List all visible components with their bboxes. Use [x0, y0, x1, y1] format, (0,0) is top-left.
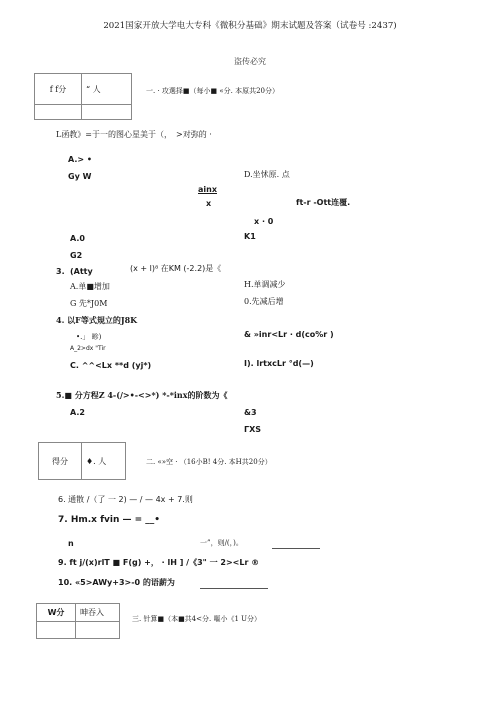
q3-option-h: H.单调减少: [244, 280, 286, 289]
q5-stem: 5.■ 分方程Z 4-(/>•-<>*) *-*inx的阶数为《: [56, 390, 228, 400]
section1-heading: 一. · 攻選择■（每小■ «分. 本原共20分）: [146, 87, 279, 95]
document-subtitle: 盗传必究: [234, 57, 266, 66]
q5-option-a2: A.2: [70, 408, 85, 417]
q5-option-and3: &3: [244, 408, 257, 417]
score-cell-score: 得分: [39, 443, 82, 480]
q4-option-c: C. ^^<Lx **d (yj*): [70, 361, 152, 370]
q8-answer-blank[interactable]: [272, 548, 320, 549]
q6-text: 6. 通散 /（了 一 2) — / — 4x + 7.则: [58, 495, 193, 504]
q4-fragment-2: A_2>dx "Tir: [70, 345, 106, 352]
q4-option-i: I). lrtxcLr °d(—): [244, 359, 314, 368]
score-cell-grader: ♦. 人: [82, 443, 126, 480]
q1-fraction-denominator: x: [206, 199, 212, 208]
q8-n: n: [68, 539, 74, 548]
q1-option-g2: G2: [70, 251, 83, 260]
q3-option-g: G 先*J0M: [70, 299, 108, 308]
q8-text: 一”，则/(，)。: [200, 539, 243, 547]
q3-number: 3.: [56, 267, 65, 276]
q1-option-d: D.坐怵原. 点: [244, 170, 290, 179]
section2-heading: 二. «»空 · （16小B! 4分. 本H共20分）: [146, 458, 272, 466]
q4-fragment-1: •.」 畛): [76, 333, 102, 341]
section3-heading: 三. 针算■（本■共4<分. 嘔小《1 U分）: [132, 615, 262, 623]
section3-score-box: [36, 603, 120, 639]
q3-option-a: A.单■增加: [70, 282, 110, 291]
q1-option-gy: Gy W: [68, 172, 92, 181]
section1-score-box: [34, 73, 132, 120]
q1-option-a: A.> •: [68, 155, 92, 164]
q9-text: 9. ft j/(x)rlT ■ F(g) +， · lH ] /《3" 一 2><Lr ®: [58, 558, 260, 567]
q10-text: 10. «5>AWy+3>-0 的语薪为: [58, 578, 175, 587]
q1-fraction-numerator: ainx: [198, 185, 217, 194]
q1-limit-text: ft-r -Ott连覆.: [296, 198, 351, 207]
q4-option-and: & »inr<Lr · d(co%r ): [244, 330, 334, 339]
q1-stem: L函教》=于一的图心星美于（， >对弥的 ·: [56, 130, 212, 139]
document-title: 2021国家开放大学电大专科《微积分基础》期末试题及答案（试卷号 :2437): [103, 21, 397, 31]
section2-score-box: [38, 442, 126, 480]
score-cell-grader: “ 人: [82, 74, 132, 105]
q4-stem: 4. 以F等式規立的J8K: [56, 315, 138, 325]
q1-option-k1: K1: [244, 232, 256, 241]
score-cell-score: f f分: [35, 74, 82, 105]
score-cell-score: W分: [37, 604, 76, 622]
q7-text: 7. Hm.x fvin — = __•: [58, 515, 161, 525]
q3-option-0: 0.先减后增: [244, 297, 284, 306]
q1-x-to-zero: x · 0: [254, 217, 274, 226]
q1-option-a0: A.0: [70, 234, 85, 243]
score-cell-grader: 呻吞入: [76, 604, 120, 622]
q10-answer-blank[interactable]: [200, 588, 268, 589]
q3-stem: (x + l)⁸ 在KM (-2.2)是《: [130, 264, 222, 273]
q5-option-xs: ΓXS: [244, 425, 262, 434]
q3-left-expression: (Atty: [70, 267, 93, 276]
